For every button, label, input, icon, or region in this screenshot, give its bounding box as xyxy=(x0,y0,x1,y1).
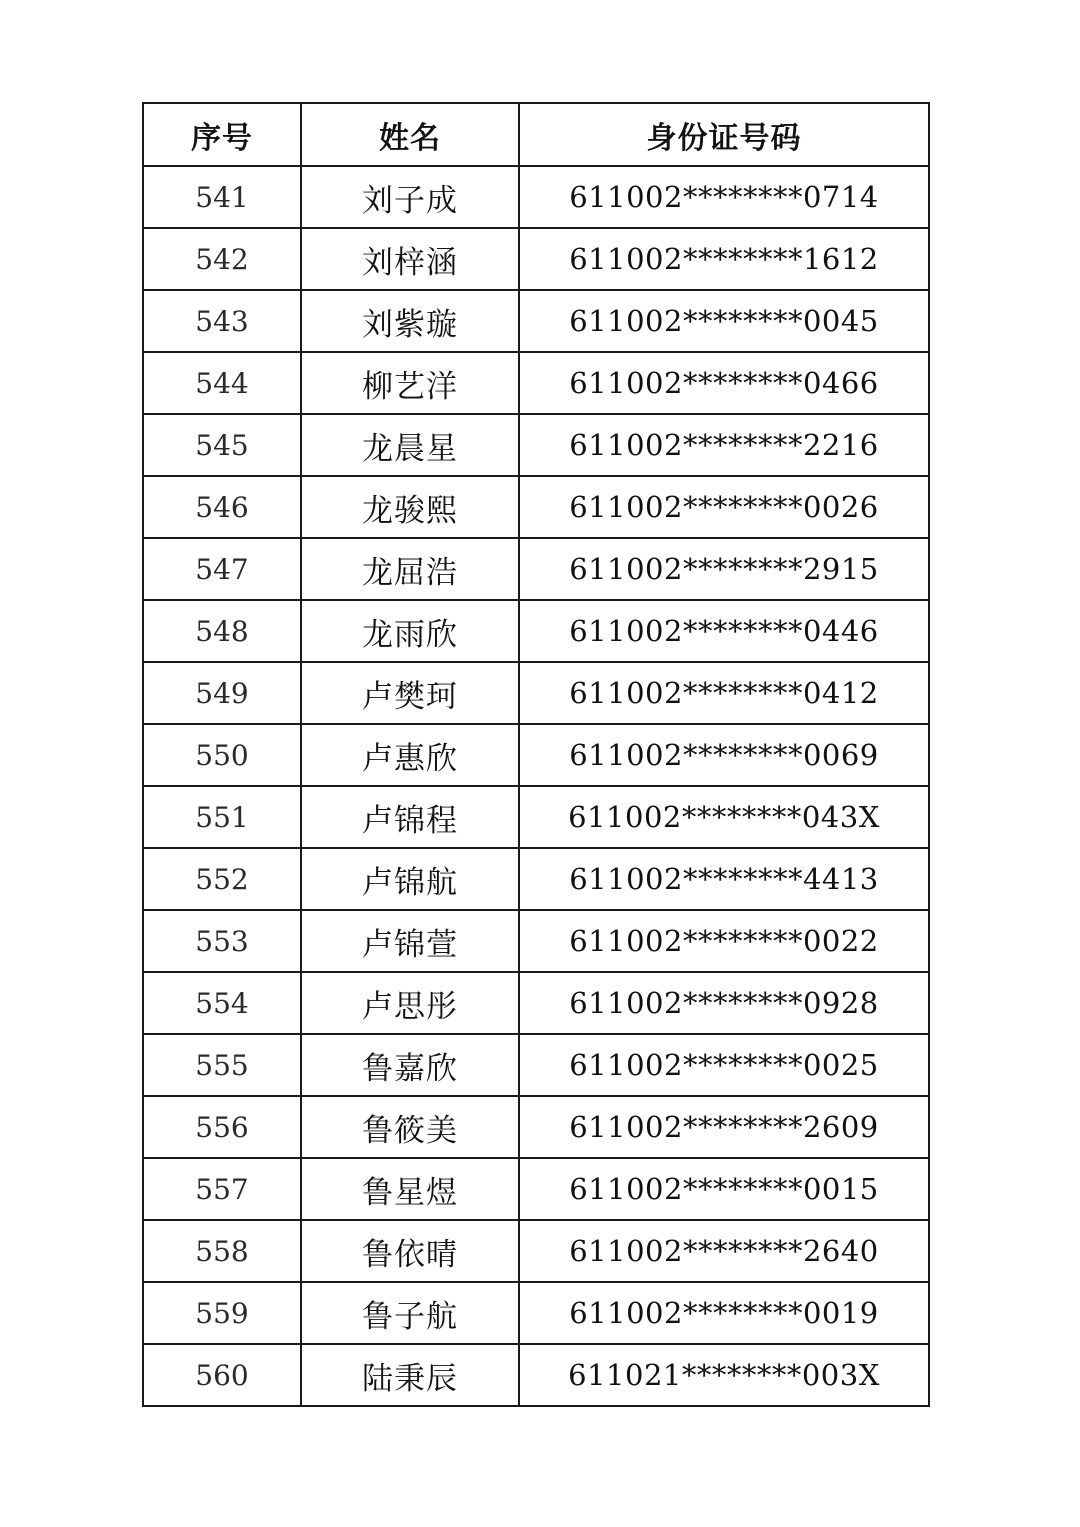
cell-id-number: 611002********043X xyxy=(519,786,929,848)
header-row xyxy=(143,103,929,166)
cell-id-number: 611002********0025 xyxy=(519,1034,929,1096)
table-row xyxy=(143,476,929,538)
cell-seq: 548 xyxy=(143,600,301,662)
table-row xyxy=(143,228,929,290)
table-row xyxy=(143,910,929,972)
cell-id-number: 611002********0446 xyxy=(519,600,929,662)
cell-name: 龙屈浩 xyxy=(301,538,519,600)
cell-id-number: 611002********0015 xyxy=(519,1158,929,1220)
cell-name: 龙骏熙 xyxy=(301,476,519,538)
cell-seq: 552 xyxy=(143,848,301,910)
cell-name: 卢樊珂 xyxy=(301,662,519,724)
cell-name: 卢锦程 xyxy=(301,786,519,848)
cell-name: 柳艺洋 xyxy=(301,352,519,414)
cell-id-number: 611002********2640 xyxy=(519,1220,929,1282)
cell-name: 刘子成 xyxy=(301,166,519,228)
table-row xyxy=(143,1282,929,1344)
cell-id-number: 611002********0412 xyxy=(519,662,929,724)
cell-name: 卢惠欣 xyxy=(301,724,519,786)
cell-name: 鲁子航 xyxy=(301,1282,519,1344)
cell-id-number: 611002********0026 xyxy=(519,476,929,538)
cell-name: 龙雨欣 xyxy=(301,600,519,662)
cell-seq: 553 xyxy=(143,910,301,972)
table-row xyxy=(143,724,929,786)
cell-id-number: 611002********0714 xyxy=(519,166,929,228)
cell-id-number: 611002********0069 xyxy=(519,724,929,786)
cell-name: 鲁嘉欣 xyxy=(301,1034,519,1096)
cell-seq: 544 xyxy=(143,352,301,414)
cell-id-number: 611002********0022 xyxy=(519,910,929,972)
table-row xyxy=(143,1158,929,1220)
table-row xyxy=(143,352,929,414)
table-row xyxy=(143,538,929,600)
cell-name: 鲁筱美 xyxy=(301,1096,519,1158)
cell-seq: 549 xyxy=(143,662,301,724)
cell-id-number: 611002********0045 xyxy=(519,290,929,352)
table-row xyxy=(143,414,929,476)
table-row xyxy=(143,166,929,228)
cell-id-number: 611002********2216 xyxy=(519,414,929,476)
cell-id-number: 611002********0928 xyxy=(519,972,929,1034)
cell-seq: 560 xyxy=(143,1344,301,1406)
cell-seq: 551 xyxy=(143,786,301,848)
cell-seq: 550 xyxy=(143,724,301,786)
cell-seq: 554 xyxy=(143,972,301,1034)
header-name: 姓名 xyxy=(301,103,519,166)
header-id-number: 身份证号码 xyxy=(519,103,929,166)
cell-name: 卢锦萱 xyxy=(301,910,519,972)
roster-table xyxy=(142,102,930,1407)
header-seq: 序号 xyxy=(143,103,301,166)
cell-seq: 546 xyxy=(143,476,301,538)
cell-id-number: 611002********0466 xyxy=(519,352,929,414)
cell-seq: 541 xyxy=(143,166,301,228)
cell-seq: 557 xyxy=(143,1158,301,1220)
cell-seq: 547 xyxy=(143,538,301,600)
cell-name: 鲁星煜 xyxy=(301,1158,519,1220)
table-row xyxy=(143,972,929,1034)
table-row xyxy=(143,600,929,662)
cell-id-number: 611002********1612 xyxy=(519,228,929,290)
table-row xyxy=(143,1220,929,1282)
cell-id-number: 611002********2609 xyxy=(519,1096,929,1158)
cell-name: 刘紫璇 xyxy=(301,290,519,352)
cell-id-number: 611002********2915 xyxy=(519,538,929,600)
cell-name: 龙晨星 xyxy=(301,414,519,476)
cell-id-number: 611021********003X xyxy=(519,1344,929,1406)
table-row xyxy=(143,1034,929,1096)
table-row xyxy=(143,290,929,352)
cell-name: 刘梓涵 xyxy=(301,228,519,290)
cell-name: 卢锦航 xyxy=(301,848,519,910)
cell-id-number: 611002********4413 xyxy=(519,848,929,910)
cell-name: 卢思彤 xyxy=(301,972,519,1034)
cell-seq: 555 xyxy=(143,1034,301,1096)
cell-id-number: 611002********0019 xyxy=(519,1282,929,1344)
cell-seq: 543 xyxy=(143,290,301,352)
cell-seq: 545 xyxy=(143,414,301,476)
table-row xyxy=(143,1096,929,1158)
cell-seq: 559 xyxy=(143,1282,301,1344)
table-header xyxy=(143,103,929,166)
table-row xyxy=(143,786,929,848)
table-row xyxy=(143,1344,929,1406)
table-row xyxy=(143,662,929,724)
cell-name: 陆秉辰 xyxy=(301,1344,519,1406)
cell-seq: 558 xyxy=(143,1220,301,1282)
table-body xyxy=(143,166,929,1406)
cell-seq: 556 xyxy=(143,1096,301,1158)
cell-name: 鲁依晴 xyxy=(301,1220,519,1282)
cell-seq: 542 xyxy=(143,228,301,290)
table-row xyxy=(143,848,929,910)
